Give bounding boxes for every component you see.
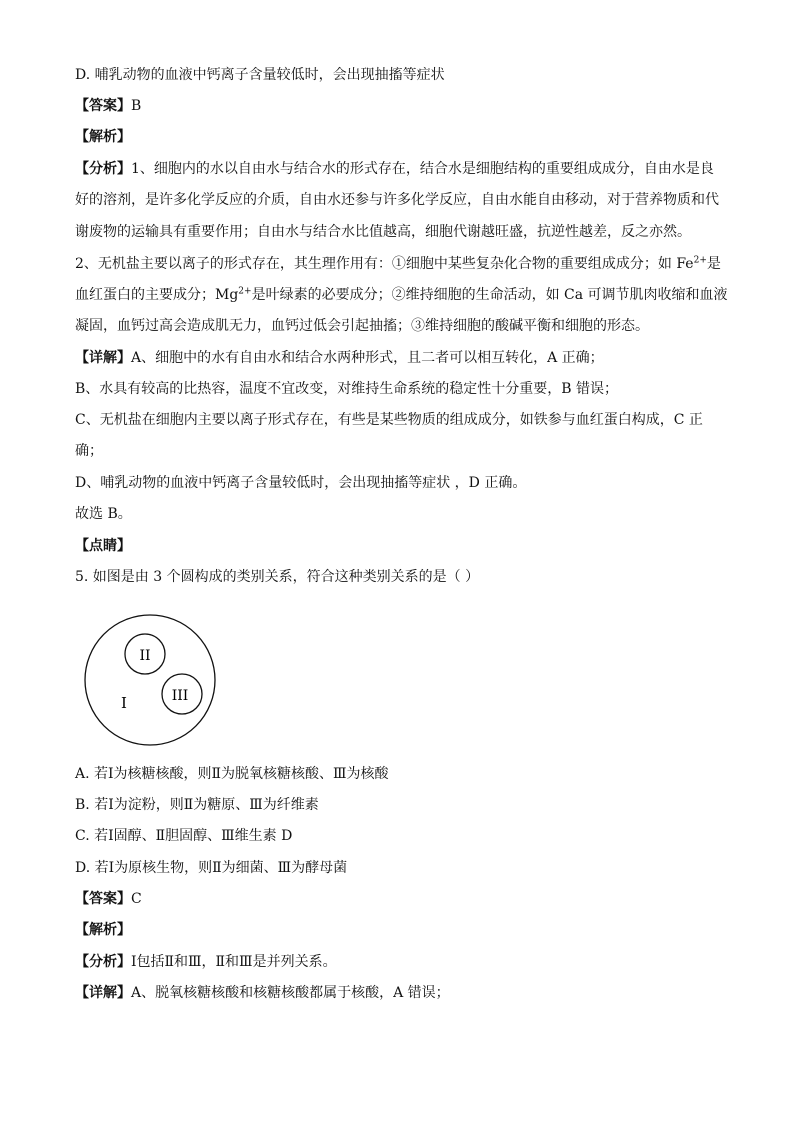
answer-line: 【答案】B <box>75 98 142 114</box>
option-b: B. 若Ⅰ为淀粉，则Ⅱ为糖原、Ⅲ为纤维素 <box>75 797 319 813</box>
question-5-stem: 5. 如图是由 3 个圆构成的类别关系，符合这种类别关系的是（ ） <box>75 569 480 585</box>
detail-line: 【详解】A、脱氧核糖核酸和核糖核酸都属于核酸，A 错误； <box>75 985 450 1001</box>
answer-tag: 【答案】 <box>75 891 131 907</box>
option-c: C. 若Ⅰ固醇、Ⅱ胆固醇、Ⅲ维生素 D <box>75 828 293 844</box>
analysis-tag: 【分析】 <box>75 954 131 970</box>
answer-line: 【答案】C <box>75 891 142 907</box>
analysis-heading: 【解析】 <box>75 129 131 145</box>
detail-line: D、哺乳动物的血液中钙离子含量较低时，会出现抽搐等症状 ，D 正确。 <box>75 475 527 491</box>
choose-line: 故选 B。 <box>75 506 132 522</box>
venn-diagram <box>82 612 218 748</box>
label-ii: II <box>139 648 151 664</box>
analysis-heading: 【解析】 <box>75 922 131 938</box>
analysis-para-line: 谢废物的运输具有重要作用；自由水与结合水比值越高，细胞代谢越旺盛，抗逆性越差，反之亦然。 <box>75 224 691 240</box>
analysis-line: 【分析】Ⅰ包括Ⅱ和Ⅲ，Ⅱ和Ⅲ是并列关系。 <box>75 954 337 970</box>
option-d: D. 若Ⅰ为原核生物，则Ⅱ为细菌、Ⅲ为酵母菌 <box>75 860 348 876</box>
remark-heading: 【点睛】 <box>75 538 131 554</box>
analysis-para-line: 2、无机盐主要以离子的形式存在，其生理作用有：①细胞中某些复杂化合物的重要组成成分；如 $Fe^{2+}$是 <box>75 255 721 272</box>
detail-tag: 【详解】 <box>75 350 131 366</box>
analysis-para-line: 凝固，血钙过高会造成肌无力，血钙过低会引起抽搐；③维持细胞的酸碱平衡和细胞的形态。 <box>75 318 649 334</box>
answer-tag: 【答案】 <box>75 98 131 114</box>
option-a: A. 若Ⅰ为核糖核酸，则Ⅱ为脱氧核糖核酸、Ⅲ为核酸 <box>75 766 389 782</box>
detail-tag: 【详解】 <box>75 985 131 1001</box>
analysis-para-line: 【分析】1、细胞内的水以自由水与结合水的形式存在，结合水是细胞结构的重要组成成分，自由水是良 <box>75 161 714 177</box>
label-iii: III <box>171 688 189 704</box>
detail-line: B、水具有较高的比热容，温度不宜改变，对维持生命系统的稳定性十分重要，B 错误； <box>75 381 619 397</box>
analysis-tag: 【分析】 <box>75 161 131 177</box>
detail-line: C、无机盐在细胞内主要以离子形式存在，有些是某些物质的组成成分，如铁参与血红蛋白构成，C 正 <box>75 412 703 428</box>
option-d-line: D. 哺乳动物的血液中钙离子含量较低时，会出现抽搐等症状 <box>75 67 445 83</box>
analysis-para-line: 好的溶剂，是许多化学反应的介质，自由水还参与许多化学反应，自由水能自由移动，对于营养物质和代 <box>75 192 719 208</box>
label-i: I <box>121 694 127 712</box>
circle-relationship-figure <box>82 612 218 748</box>
detail-line: 【详解】A、细胞中的水有自由水和结合水两种形式，且二者可以相互转化，A 正确； <box>75 350 604 366</box>
analysis-para-line: 血红蛋白的主要成分；$Mg^{2+}$是叶绿素的必要成分；②维持细胞的生命活动，如 Ca 可调节肌肉收缩和血液 <box>75 286 728 303</box>
detail-line: 确； <box>75 443 103 459</box>
